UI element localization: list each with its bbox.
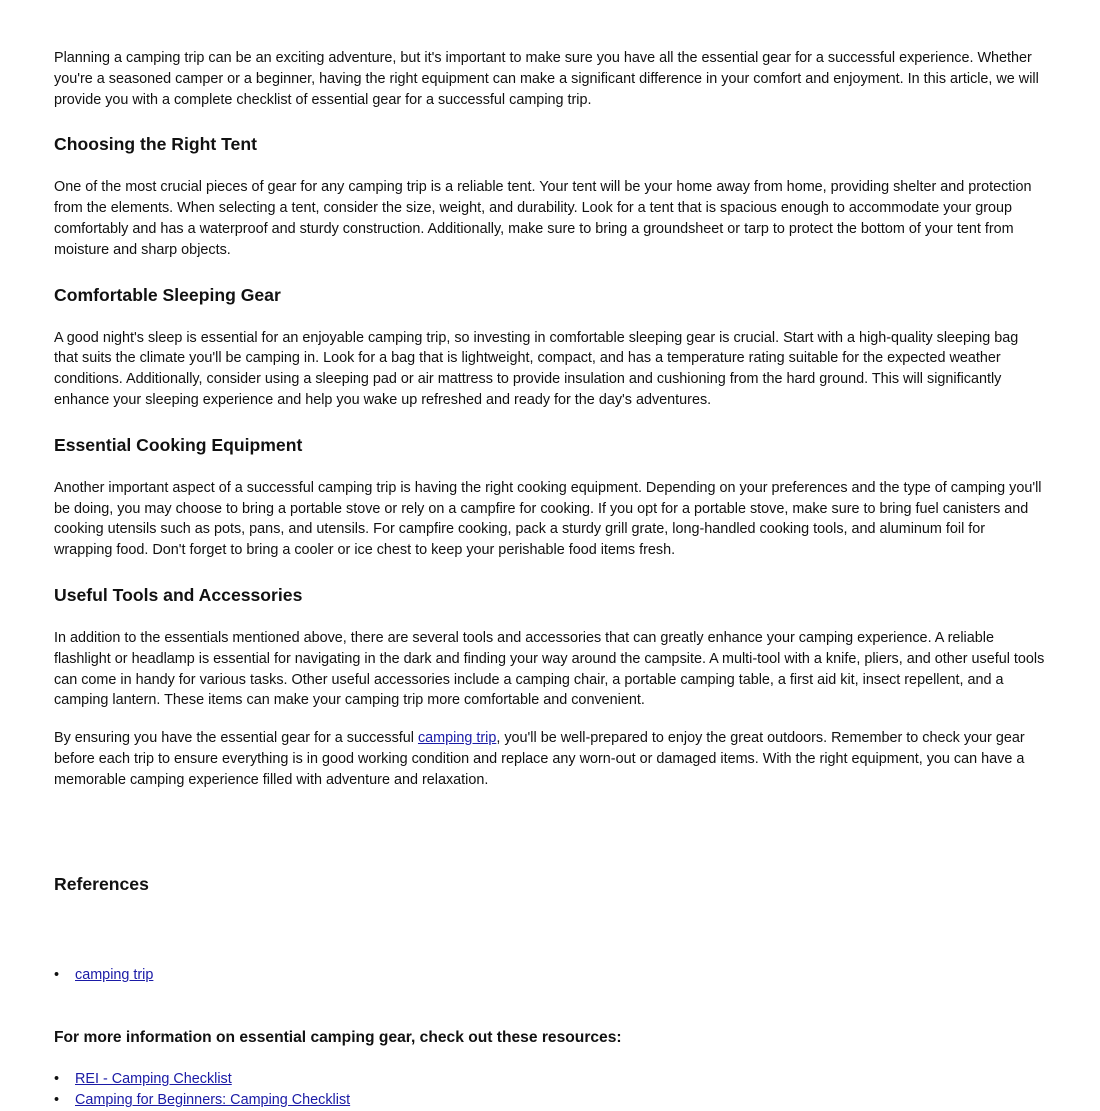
resource-link-beginners[interactable]: Camping for Beginners: Camping Checklist	[75, 1092, 351, 1109]
closing-text-after: , you'll be well-prepared to enjoy the great outdoors. Remember to check your gear before each trip to ensure everything is in good working condition and replace any worn-out or damaged items. With the right equipment, you can have a memorable camping experience filled with adventure and relaxation.	[54, 730, 1025, 788]
section-body-tent: One of the most crucial pieces of gear for any camping trip is a reliable tent. Your tent will be your home away from home, providing shelter and protection from the elements. When selecting a tent, consider the size, weight, and durability. Look for a tent that is spacious enough to accommodate your group comfortably and has a waterproof and sturdy construction. Additionally, make sure to bring a groundsheet or tarp to protect the bottom of your tent from moisture and sharp objects.	[54, 179, 1032, 258]
section-tools	[54, 584, 1046, 711]
list-item	[54, 1069, 1046, 1090]
section-heading-cooking: Essential Cooking Equipment	[54, 434, 303, 455]
resources-list	[54, 1069, 1046, 1111]
closing-paragraph	[54, 728, 1046, 790]
reference-link-camping-trip[interactable]: camping trip	[75, 966, 154, 983]
resources-heading: For more information on essential camping gear, check out these resources:	[54, 1029, 622, 1047]
section-cooking	[54, 434, 1046, 561]
list-item	[54, 1090, 1046, 1111]
section-body-cooking: Another important aspect of a successful camping trip is having the right cooking equipment. Depending on your preferences and the type of camping you'll be doing, you may choose to bring a portable stove or rely on a campfire for cooking. If you opt for a portable stove, make sure to bring fuel canisters and cooking utensils such as pots, pans, and utensils. For campfire cooking, pack a sturdy grill grate, long-handled cooking tools, and aluminum foil for wrapping food. Don't forget to bring a cooler or ice chest to keep your perishable food items fresh.	[54, 479, 1042, 559]
closing-text-before: By ensuring you have the essential gear for a successful	[54, 730, 418, 747]
references-heading: References	[54, 873, 149, 894]
closing-camping-trip-link[interactable]: camping trip	[417, 730, 497, 747]
intro-paragraph: Planning a camping trip can be an exciting adventure, but it's important to make sure you have all the essential gear for a successful experience. Whether you're a seasoned camper or a beginner, having the right equipment can make a significant difference in your comfort and enjoyment. In this article, we will provide you with a complete checklist of essential gear for a successful camping trip.	[54, 50, 1039, 108]
section-heading-sleeping: Comfortable Sleeping Gear	[54, 284, 281, 305]
references-section	[54, 873, 1046, 986]
resource-link-rei[interactable]: REI - Camping Checklist	[75, 1071, 232, 1088]
bullet-marker: •	[54, 966, 60, 983]
section-heading-tools: Useful Tools and Accessories	[54, 584, 303, 605]
section-tent	[54, 133, 1046, 260]
list-item	[54, 965, 1046, 986]
bullet-marker: •	[54, 1092, 60, 1109]
bullet-marker: •	[54, 1071, 60, 1088]
section-heading-tent: Choosing the Right Tent	[54, 134, 257, 155]
section-body-tools: In addition to the essentials mentioned above, there are several tools and accessories that can greatly enhance your camping experience. A reliable flashlight or headlamp is essential for navigating in the dark and finding your way around the campsite. A multi-tool with a knife, pliers, and other useful tools can come in handy for various tasks. Other useful accessories include a camping chair, a portable camping table, a first aid kit, insect repellent, and a camping lantern. These items can make your camping trip more comfortable and convenient.	[54, 629, 1045, 709]
section-body-sleeping: A good night's sleep is essential for an enjoyable camping trip, so investing in comfortable sleeping gear is crucial. Start with a high-quality sleeping bag that suits the climate you'll be camping in. Look for a bag that is lightweight, compact, and has a temperature rating suitable for the expected weather conditions. Additionally, consider using a sleeping pad or air mattress to provide insulation and cushioning from the hard ground. This will significantly enhance your sleeping experience and help you wake up refreshed and ready for the day's adventures.	[54, 329, 1019, 408]
section-sleeping	[54, 284, 1046, 411]
article	[54, 48, 1046, 1111]
references-list	[54, 965, 1046, 986]
resources-section	[54, 1028, 1046, 1111]
